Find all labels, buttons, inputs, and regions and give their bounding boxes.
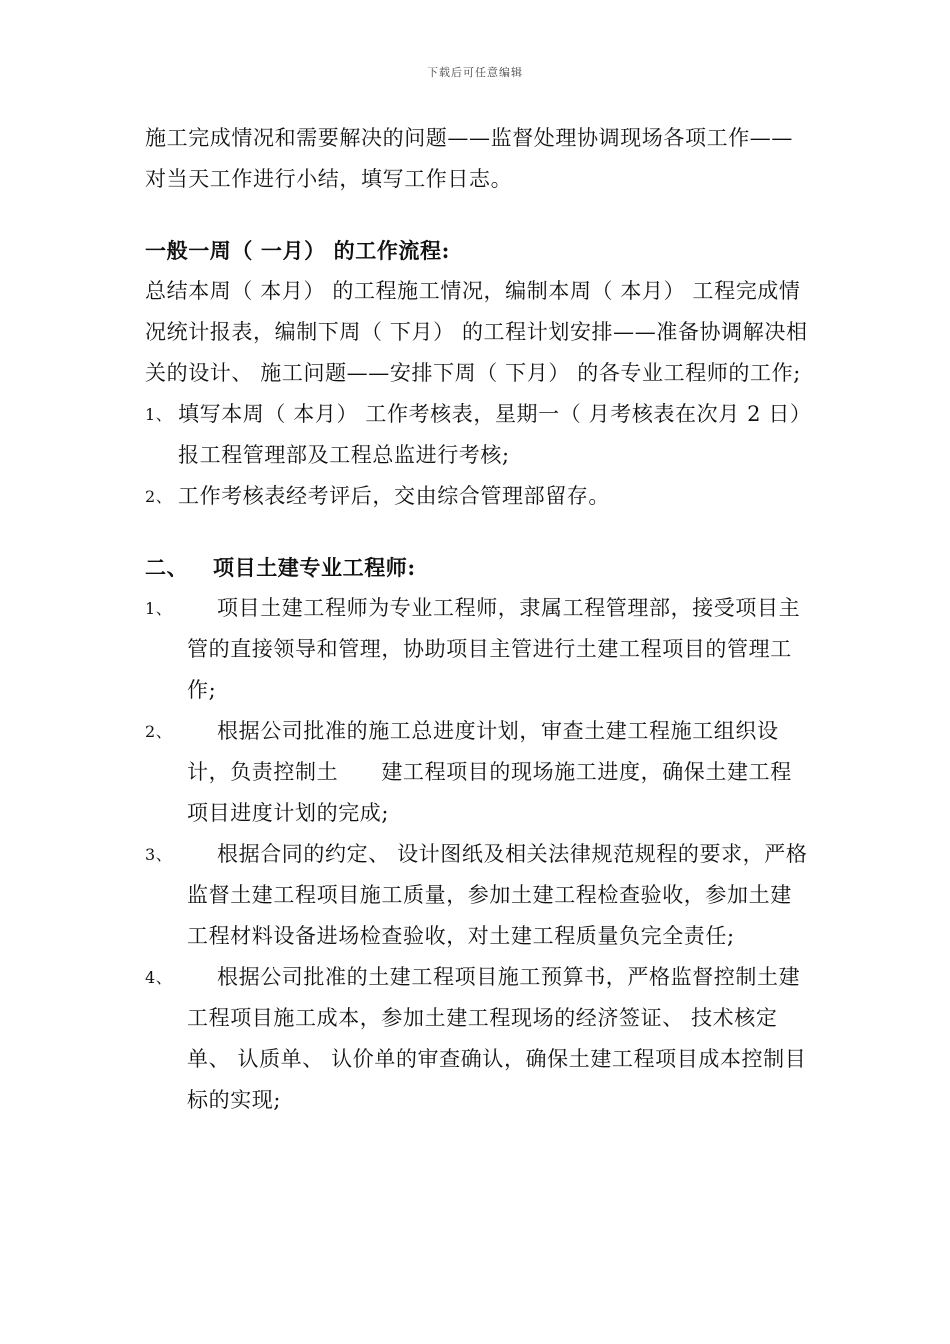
intro-paragraph: 施工完成情况和需要解决的问题——监督处理协调现场各项工作——对当天工作进行小结，填写工作日志。 (145, 126, 793, 191)
item-number: 1、 (145, 599, 173, 618)
page-header: 下载后可任意编辑 (427, 66, 523, 79)
item-number: 1、 (145, 405, 173, 424)
section2-heading (145, 547, 810, 588)
weekly-item-2 (145, 476, 810, 517)
section2-title: 项目土建专业工程师: (213, 555, 416, 580)
item-number: 3、 (145, 845, 173, 864)
document-body (145, 118, 810, 1121)
item-number: 2、 (145, 487, 173, 506)
item-number: 2、 (145, 722, 173, 741)
weekly-item-1 (145, 394, 810, 476)
item-text: 根据合同的约定、 设计图纸及相关法律规范规程的要求，严格监督土建工程项目施工质量，参加土建工程检查验收，参加土建工程材料设备进场检查验收，对土建工程质量负完全责任; (187, 842, 808, 948)
item-text: 工作考核表经考评后，交由综合管理部留存。 (178, 484, 610, 508)
section2-item-3 (145, 834, 810, 957)
item-text: 根据公司批准的土建工程项目施工预算书，严格监督控制土建工程项目施工成本，参加土建工程现场的经济签证、 技术核定单、 认质单、 认价单的审查确认，确保土建工程项目成本控制目标的实现; (187, 965, 807, 1112)
item-text: 根据公司批准的施工总进度计划，审查土建工程施工组织设计，负责控制土 建工程项目的现场施工进度，确保土建工程项目进度计划的完成; (187, 719, 792, 825)
item-number: 4、 (145, 968, 173, 987)
section2-item-2 (145, 711, 810, 834)
section2-item-4 (145, 957, 810, 1121)
section2-item-1 (145, 588, 810, 711)
item-text: 填写本周（ 本月） 工作考核表，星期一（ 月考核表在次月 2 日）报工程管理部及工程总监进行考核; (178, 402, 802, 467)
item-text: 项目土建工程师为专业工程师，隶属工程管理部，接受项目主管的直接领导和管理，协助项目主管进行土建工程项目的管理工作; (187, 596, 801, 702)
weekly-paragraph: 总结本周（ 本月） 的工程施工情况，编制本周（ 本月） 工程完成情况统计报表，编制下周（ 下月） 的工程计划安排——准备协调解决相关的设计、 施工问题——安排下周（ 下月） 的各专业工程师的工作; (145, 279, 808, 385)
section2-number: 二、 (145, 555, 189, 580)
weekly-heading: 一般一周（ 一月） 的工作流程: (145, 238, 450, 263)
